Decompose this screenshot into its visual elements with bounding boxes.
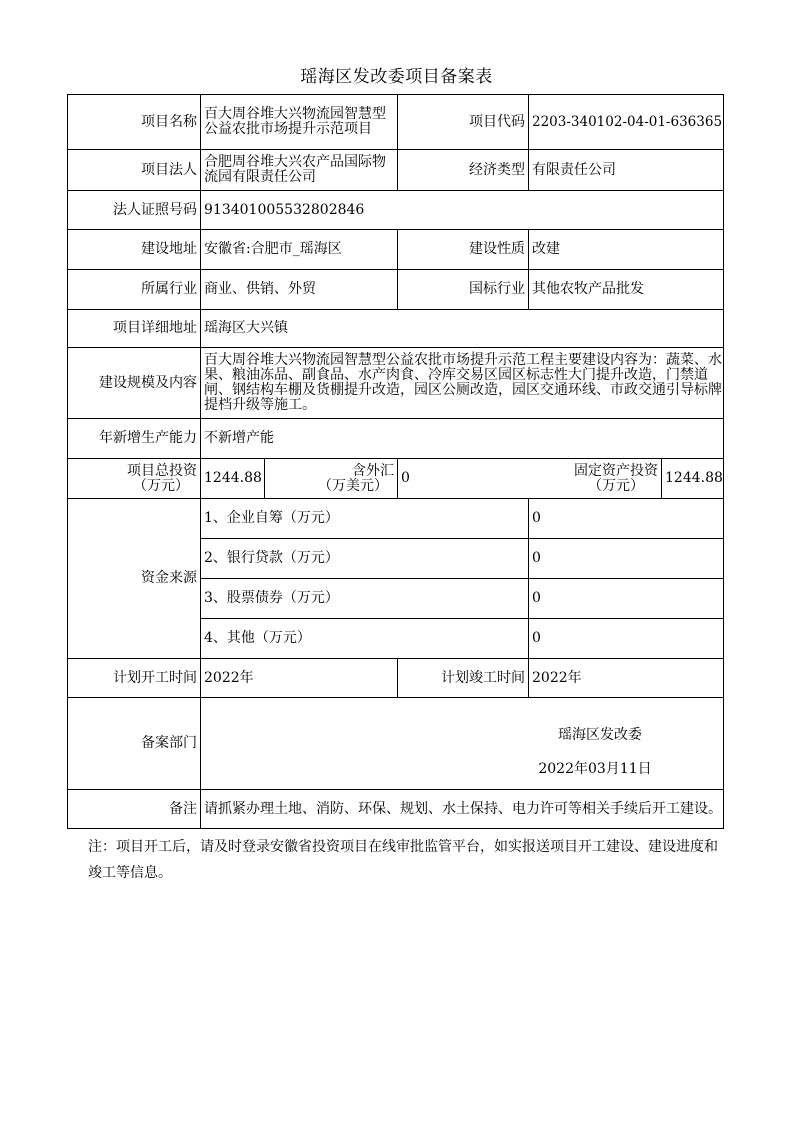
- end-value: 2022年: [532, 669, 582, 686]
- project-code-value: 2203-340102-04-01-636365: [532, 113, 723, 130]
- address-value: 瑶海区大兴镇: [204, 320, 288, 336]
- funding-item-value: 0: [532, 510, 541, 526]
- end-label: 计划竣工时间: [441, 669, 525, 686]
- economy-type-value: 有限责任公司: [532, 161, 616, 178]
- total-invest-label: [68, 459, 200, 498]
- project-name-value: 百大周谷堆大兴物流园智慧型公益农批市场提升示范项目: [204, 106, 386, 137]
- national-industry-label: 国标行业: [469, 281, 525, 297]
- fixed-invest-label: [528, 459, 661, 498]
- economy-type-label: 经济类型: [469, 161, 525, 178]
- nature-label: 建设性质: [469, 241, 525, 257]
- funding-item-label: 3、股票债券（万元）: [204, 590, 339, 606]
- footer-note: 注：项目开工后，请及时登录安徽省投资项目在线审批监管平台，如实报送项目开工建设、建设进度和竣工等信息。: [88, 839, 718, 881]
- forex-label: [265, 459, 397, 498]
- forex-label-line1: 含外汇: [352, 462, 394, 479]
- funding-item-value: 0: [532, 630, 541, 646]
- total-invest-value: 1244.88: [204, 470, 262, 486]
- dept-label: 备案部门: [141, 735, 197, 751]
- funding-item-label: 4、其他（万元）: [204, 630, 311, 646]
- grid-line: [723, 94, 724, 829]
- scale-label: 建设规模及内容: [99, 374, 197, 391]
- fixed-invest-label-line2: （万元）: [588, 477, 644, 494]
- location-label: 建设地址: [141, 241, 197, 257]
- funding-label: 资金来源: [141, 570, 197, 586]
- license-label: 法人证照号码: [113, 201, 197, 218]
- address-label: 项目详细地址: [113, 320, 197, 336]
- capacity-label: 年新增生产能力: [99, 430, 197, 446]
- dept-value: 瑶海区发改委: [558, 726, 642, 743]
- legal-person-value: 合肥周谷堆大兴农产品国际物流园有限责任公司: [204, 154, 386, 185]
- dept-date: 2022年03月11日: [538, 760, 652, 777]
- forex-label-line2: （万美元）: [318, 477, 388, 494]
- project-name-label: 项目名称: [141, 113, 197, 130]
- total-invest-label-line2: （万元）: [133, 477, 189, 494]
- remark-label: 备注: [169, 800, 197, 817]
- start-value: 2022年: [204, 669, 254, 686]
- grid-line: [67, 828, 724, 829]
- national-industry-value: 其他农牧产品批发: [532, 281, 644, 297]
- project-code-label: 项目代码: [469, 113, 525, 130]
- form-title: 瑶海区发改委项目备案表: [300, 67, 493, 87]
- location-value: 安徽省:合肥市_瑶海区: [204, 241, 342, 257]
- nature-value: 改建: [532, 241, 560, 257]
- funding-item-label: 1、企业自筹（万元）: [204, 510, 339, 526]
- legal-person-label: 项目法人: [141, 161, 197, 178]
- scale-value: 百大周谷堆大兴物流园智慧型公益农批市场提升示范工程主要建设内容为：蔬菜、水果、粮油冻品、副食品、水产肉食、冷库交易区园区标志性大门提升改造，门禁道闸、钢结构车棚及货棚提升改造，园区公厕改造，园区交通环线、市政交通引导标牌提档升级等施工。: [204, 352, 722, 413]
- funding-item-label: 2、银行贷款（万元）: [204, 550, 339, 566]
- funding-item-value: 0: [532, 590, 541, 606]
- fixed-invest-label-line1: 固定资产投资: [574, 462, 658, 479]
- license-value: 913401005532802846: [204, 201, 365, 218]
- fixed-invest-value: 1244.88: [665, 470, 723, 486]
- forex-value: 0: [401, 470, 410, 486]
- capacity-value: 不新增产能: [204, 430, 274, 446]
- industry-value: 商业、供销、外贸: [204, 281, 316, 297]
- remark-value: 请抓紧办理土地、消防、环保、规划、水土保持、电力许可等相关手续后开工建设。: [204, 800, 722, 817]
- funding-item-value: 0: [532, 550, 541, 566]
- start-label: 计划开工时间: [113, 669, 197, 686]
- total-invest-label-line1: 项目总投资: [127, 462, 197, 479]
- industry-label: 所属行业: [141, 281, 197, 297]
